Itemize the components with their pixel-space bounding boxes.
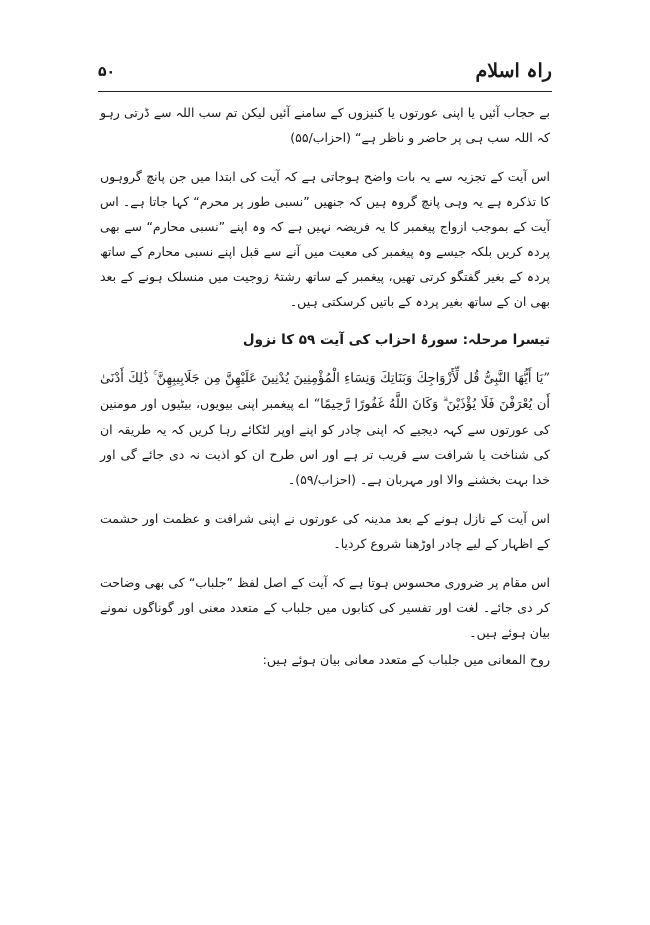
book-title: راہ اسلام bbox=[475, 60, 552, 82]
paragraph-2: اس آیت کے تجزیہ سے یہ بات واضح ہوجاتی ہے کہ آیت کی ابتدا میں جن پانچ گروہوں کا تذکرہ ہے یہ وہی پانچ گروہ ہیں کہ جنھیں ”نسبی طور پر محرم“ کہا جاتا ہے۔ اس آیت کے بموجب ازواج پیغمبر کا یہ فریضہ نہیں ہے کہ وہ اپنے ”نسبی محارم“ سے بھی پردہ کریں بلکہ جیسے وہ پیغمبر کی معیت میں آنے سے قبل اپنے نسبی محارم کے ساتھ پردہ کے بغیر گفتگو کرتی تھیں، پیغمبر کے ساتھ رشتۂ زوجیت میں منسلک ہونے کے بعد بھی ان کے ساتھ بغیر پردہ کے باتیں کرسکتی ہیں۔ bbox=[100, 169, 550, 309]
paragraph-3 bbox=[100, 365, 550, 492]
verse-translation: اے پیغمبر اپنی بیویوں، بیٹیوں اور مومنین کی عورتوں سے کہہ دیجیے کہ اپنی چادر کو اپنے اوپر لٹکائے رہا کریں کہ یہ طریقہ ان کی شناخت یا شرافت سے قریب تر ہے اور اس طرح ان کو اذیت نہ دی جائے گی اور خدا بہت بخشنے والا اور مہربان ہے۔ (احزاب/۵۹)۔ bbox=[100, 396, 550, 487]
quran-verse: ”یَا أَیُّهَا النَّبِیُّ قُل لِّأَزْوَاجِكَ وَبَنَاتِكَ وَنِسَاءِ الْمُؤْمِنِینَ یُدْنِینَ عَلَیْهِنَّ مِن جَلَابِیبِهِنَّ ۚ ذَٰلِكَ أَدْنَىٰ أَن یُعْرَفْنَ فَلَا یُؤْذَیْنَ ۗ وَكَانَ اللَّهُ غَفُورًا رَّحِیمًا“ bbox=[100, 371, 550, 412]
paragraph-1: بے حجاب آئیں یا اپنی عورتوں یا کنیزوں کے سامنے آئیں لیکن تم سب اللہ سے ڈرتی رہو کہ اللہ سب ہی پر حاضر و ناظر ہے“ (احزاب/۵۵) bbox=[100, 105, 550, 145]
page-header bbox=[98, 60, 552, 86]
header-rule bbox=[98, 91, 552, 92]
section-heading: تیسرا مرحلہ: سورۂ احزاب کی آیت ۵۹ کا نزول bbox=[242, 332, 550, 348]
paragraph-4: اس آیت کے نازل ہونے کے بعد مدینہ کی عورتوں نے اپنی شرافت و عظمت اور حشمت کے اظہار کے لیے چادر اوڑھنا شروع کردیا۔ bbox=[100, 511, 550, 551]
paragraph-5: اس مقام پر ضروری محسوس ہوتا ہے کہ آیت کے اصل لفظ ”جلباب“ کی بھی وضاحت کر دی جائے۔ لغت اور تفسیر کی کتابوں میں جلباب کے متعدد معنی اور گوناگوں نمونے بیان ہوئے ہیں۔ bbox=[100, 575, 550, 640]
page-number: ۵۰ bbox=[98, 64, 116, 80]
paragraph-6: روح المعانی میں جلباب کے متعدد معانی بیان ہوئے ہیں: bbox=[262, 652, 550, 667]
page-body bbox=[100, 100, 550, 686]
